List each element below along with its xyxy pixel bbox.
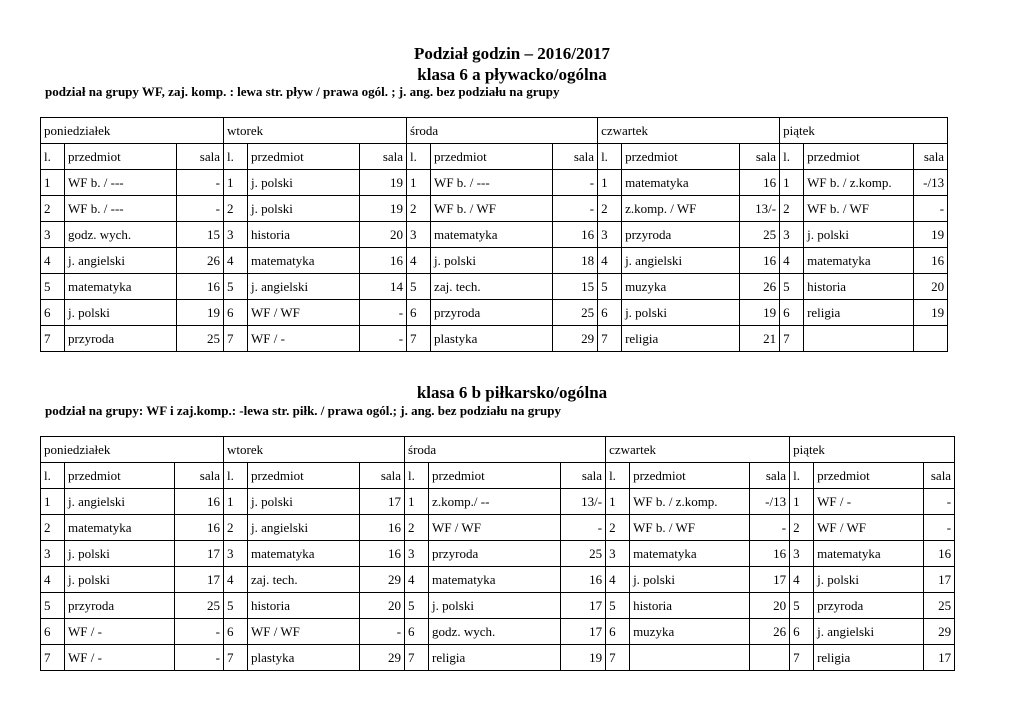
lesson-number: 1 <box>606 489 630 515</box>
room-header: sala <box>553 144 598 170</box>
lesson-number: 5 <box>598 274 622 300</box>
lesson-number: 1 <box>224 170 248 196</box>
room-cell: 16 <box>750 541 790 567</box>
day-header: piątek <box>780 118 948 144</box>
room-cell: - <box>914 196 948 222</box>
subject-cell: historia <box>248 593 360 619</box>
lesson-number: 3 <box>224 541 248 567</box>
subject-cell: WF b. / --- <box>431 170 553 196</box>
lesson-number-header: l. <box>224 144 248 170</box>
room-cell: 16 <box>177 274 224 300</box>
lesson-number: 1 <box>405 489 429 515</box>
lesson-number: 4 <box>780 248 804 274</box>
subject-cell <box>630 645 750 671</box>
lesson-number: 7 <box>224 645 248 671</box>
lesson-number: 7 <box>405 645 429 671</box>
subject-cell: WF b. / --- <box>65 196 177 222</box>
lesson-row <box>41 170 948 196</box>
day-header-row <box>41 118 948 144</box>
lesson-number: 7 <box>41 645 65 671</box>
lesson-number: 5 <box>224 274 248 300</box>
room-cell: 17 <box>175 567 224 593</box>
lesson-number: 2 <box>790 515 814 541</box>
subject-cell: plastyka <box>431 326 553 352</box>
subject-cell: j. polski <box>248 170 360 196</box>
subject-header: przedmiot <box>431 144 553 170</box>
room-cell: 16 <box>924 541 955 567</box>
room-cell: 25 <box>740 222 780 248</box>
lesson-number: 2 <box>224 515 248 541</box>
room-cell: 26 <box>177 248 224 274</box>
lesson-number: 3 <box>41 541 65 567</box>
lesson-number: 3 <box>598 222 622 248</box>
day-header: środa <box>407 118 598 144</box>
subject-cell: j. polski <box>65 300 177 326</box>
subject-cell: j. polski <box>248 489 360 515</box>
subject-cell: religia <box>804 300 914 326</box>
subject-cell: historia <box>804 274 914 300</box>
lesson-number: 1 <box>407 170 431 196</box>
room-cell: 13/- <box>740 196 780 222</box>
class-6a-title: klasa 6 a pływacko/ogólna <box>417 65 607 84</box>
room-cell: 17 <box>175 541 224 567</box>
lesson-number-header: l. <box>224 463 248 489</box>
room-cell: - <box>553 196 598 222</box>
subject-cell: plastyka <box>248 645 360 671</box>
subject-cell: muzyka <box>630 619 750 645</box>
subject-cell: j. angielski <box>248 274 360 300</box>
day-header: środa <box>405 437 606 463</box>
subject-header: przedmiot <box>814 463 924 489</box>
room-cell: 19 <box>740 300 780 326</box>
subject-cell: j. polski <box>630 567 750 593</box>
subject-cell: matematyka <box>248 541 360 567</box>
room-cell: - <box>924 515 955 541</box>
lesson-number-header: l. <box>780 144 804 170</box>
room-cell: 25 <box>561 541 606 567</box>
room-header: sala <box>561 463 606 489</box>
subject-cell <box>804 326 914 352</box>
subject-header: przedmiot <box>248 144 360 170</box>
subject-cell: muzyka <box>622 274 740 300</box>
lesson-number: 3 <box>780 222 804 248</box>
room-cell: 20 <box>750 593 790 619</box>
lesson-number: 5 <box>407 274 431 300</box>
lesson-number: 5 <box>405 593 429 619</box>
lesson-number-header: l. <box>790 463 814 489</box>
room-cell: 26 <box>740 274 780 300</box>
lesson-number: 6 <box>780 300 804 326</box>
subject-cell: j. angielski <box>65 248 177 274</box>
room-cell: 16 <box>553 222 598 248</box>
timetable-6a <box>40 117 948 352</box>
room-cell: 25 <box>177 326 224 352</box>
lesson-number: 6 <box>606 619 630 645</box>
lesson-number: 3 <box>407 222 431 248</box>
room-cell: 20 <box>914 274 948 300</box>
lesson-number: 5 <box>790 593 814 619</box>
lesson-number: 4 <box>790 567 814 593</box>
subject-cell: j. polski <box>429 593 561 619</box>
lesson-number: 6 <box>407 300 431 326</box>
lesson-row <box>41 222 948 248</box>
room-cell <box>750 645 790 671</box>
room-cell: 19 <box>914 222 948 248</box>
subject-cell: matematyka <box>622 170 740 196</box>
lesson-number: 2 <box>405 515 429 541</box>
room-cell: - <box>553 170 598 196</box>
room-cell: 25 <box>175 593 224 619</box>
room-cell: - <box>177 196 224 222</box>
lesson-number: 6 <box>41 619 65 645</box>
class-6b-note: podział na grupy: WF i zaj.komp.: -lewa str. piłk. / prawa ogól.; j. ang. bez podziału na grupy <box>45 403 561 418</box>
subject-cell: WF b. / WF <box>431 196 553 222</box>
lesson-number: 3 <box>405 541 429 567</box>
lesson-number: 7 <box>790 645 814 671</box>
subject-cell: WF b. / WF <box>630 515 750 541</box>
lesson-row <box>41 300 948 326</box>
lesson-number: 4 <box>598 248 622 274</box>
lesson-number-header: l. <box>41 463 65 489</box>
subject-cell: przyroda <box>814 593 924 619</box>
lesson-row <box>41 515 955 541</box>
day-header: poniedziałek <box>41 437 224 463</box>
room-cell: 16 <box>561 567 606 593</box>
lesson-number: 2 <box>224 196 248 222</box>
room-cell: 21 <box>740 326 780 352</box>
room-cell: - <box>175 645 224 671</box>
subject-cell: j. polski <box>65 567 175 593</box>
day-header-row <box>41 437 955 463</box>
lesson-number: 4 <box>407 248 431 274</box>
lesson-row <box>41 645 955 671</box>
room-cell: 17 <box>360 489 405 515</box>
room-cell: 16 <box>740 170 780 196</box>
lesson-number: 4 <box>224 248 248 274</box>
room-cell: 17 <box>924 567 955 593</box>
timetable-6b <box>40 436 955 671</box>
subject-cell: przyroda <box>429 541 561 567</box>
room-cell: 25 <box>924 593 955 619</box>
lesson-number: 6 <box>790 619 814 645</box>
subject-cell: WF b. / z.komp. <box>804 170 914 196</box>
lesson-number: 2 <box>41 196 65 222</box>
room-cell: 19 <box>360 170 407 196</box>
room-cell: 15 <box>553 274 598 300</box>
subject-header: przedmiot <box>804 144 914 170</box>
lesson-number: 1 <box>41 170 65 196</box>
room-cell: 25 <box>553 300 598 326</box>
room-header: sala <box>924 463 955 489</box>
room-cell: - <box>360 326 407 352</box>
room-cell: 16 <box>175 489 224 515</box>
lesson-number: 4 <box>41 567 65 593</box>
lesson-number: 5 <box>780 274 804 300</box>
lesson-row <box>41 326 948 352</box>
subject-cell: j. polski <box>814 567 924 593</box>
room-cell: 29 <box>553 326 598 352</box>
lesson-number: 1 <box>598 170 622 196</box>
room-cell: - <box>924 489 955 515</box>
room-cell: 19 <box>914 300 948 326</box>
subject-cell: WF b. / WF <box>804 196 914 222</box>
lesson-number: 4 <box>41 248 65 274</box>
subject-cell: WF / - <box>814 489 924 515</box>
room-header: sala <box>750 463 790 489</box>
subject-cell: z.komp. / WF <box>622 196 740 222</box>
day-header: czwartek <box>606 437 790 463</box>
lesson-row <box>41 593 955 619</box>
subject-cell: zaj. tech. <box>431 274 553 300</box>
class-6a-note: podział na grupy WF, zaj. komp. : lewa str. pływ / prawa ogól. ; j. ang. bez podziału na grupy <box>45 84 560 99</box>
subject-cell: z.komp./ -- <box>429 489 561 515</box>
room-header: sala <box>177 144 224 170</box>
lesson-number-header: l. <box>606 463 630 489</box>
room-cell: 19 <box>177 300 224 326</box>
lesson-number: 7 <box>780 326 804 352</box>
lesson-number: 7 <box>598 326 622 352</box>
subject-cell: matematyka <box>630 541 750 567</box>
room-cell: 16 <box>360 248 407 274</box>
lesson-number: 6 <box>405 619 429 645</box>
lesson-number: 2 <box>606 515 630 541</box>
lesson-number: 5 <box>41 593 65 619</box>
room-cell: 20 <box>360 593 405 619</box>
room-cell: 16 <box>175 515 224 541</box>
subject-cell: WF / - <box>65 619 175 645</box>
room-cell: 16 <box>360 541 405 567</box>
lesson-number: 6 <box>224 619 248 645</box>
subject-cell: religia <box>814 645 924 671</box>
room-cell: 13/- <box>561 489 606 515</box>
room-cell: 29 <box>360 645 405 671</box>
room-header: sala <box>914 144 948 170</box>
lesson-number: 2 <box>41 515 65 541</box>
room-cell: 16 <box>740 248 780 274</box>
lesson-number: 1 <box>41 489 65 515</box>
day-header: poniedziałek <box>41 118 224 144</box>
page-title: Podział godzin – 2016/2017 <box>414 44 610 63</box>
room-cell: 16 <box>360 515 405 541</box>
subject-cell: j. angielski <box>248 515 360 541</box>
subject-cell: j. angielski <box>814 619 924 645</box>
lesson-row <box>41 567 955 593</box>
room-cell: 26 <box>750 619 790 645</box>
room-cell: -/13 <box>914 170 948 196</box>
subject-cell: WF / WF <box>248 619 360 645</box>
subject-header: przedmiot <box>622 144 740 170</box>
lesson-number: 1 <box>224 489 248 515</box>
subject-cell: matematyka <box>431 222 553 248</box>
day-header: czwartek <box>598 118 780 144</box>
lesson-number: 3 <box>41 222 65 248</box>
subject-cell: historia <box>630 593 750 619</box>
room-cell: - <box>175 619 224 645</box>
room-cell: 17 <box>924 645 955 671</box>
lesson-number: 2 <box>598 196 622 222</box>
lesson-number: 7 <box>41 326 65 352</box>
lesson-number-header: l. <box>407 144 431 170</box>
subject-header: przedmiot <box>429 463 561 489</box>
room-cell: 14 <box>360 274 407 300</box>
day-header: wtorek <box>224 437 405 463</box>
subject-cell: j. angielski <box>622 248 740 274</box>
subject-cell: przyroda <box>65 593 175 619</box>
lesson-row <box>41 248 948 274</box>
lesson-number: 4 <box>224 567 248 593</box>
room-cell: 19 <box>360 196 407 222</box>
room-cell: 29 <box>924 619 955 645</box>
room-cell: 17 <box>561 619 606 645</box>
lesson-row <box>41 489 955 515</box>
subject-cell: matematyka <box>429 567 561 593</box>
room-cell: - <box>561 515 606 541</box>
day-header: wtorek <box>224 118 407 144</box>
subject-cell: religia <box>622 326 740 352</box>
room-cell <box>914 326 948 352</box>
room-cell: - <box>360 619 405 645</box>
subject-cell: j. polski <box>248 196 360 222</box>
lesson-row <box>41 274 948 300</box>
room-cell: - <box>360 300 407 326</box>
room-cell: 19 <box>561 645 606 671</box>
lesson-row <box>41 196 948 222</box>
subject-cell: j. angielski <box>65 489 175 515</box>
subject-cell: WF / WF <box>814 515 924 541</box>
lesson-number: 6 <box>598 300 622 326</box>
subject-header: przedmiot <box>65 463 175 489</box>
room-cell: 20 <box>360 222 407 248</box>
column-header-row <box>41 144 948 170</box>
room-header: sala <box>360 144 407 170</box>
room-cell: 29 <box>360 567 405 593</box>
subject-cell: j. polski <box>622 300 740 326</box>
room-cell: 15 <box>177 222 224 248</box>
lesson-number: 3 <box>224 222 248 248</box>
lesson-number: 2 <box>780 196 804 222</box>
lesson-number: 6 <box>41 300 65 326</box>
lesson-number: 5 <box>606 593 630 619</box>
subject-cell: WF b. / z.komp. <box>630 489 750 515</box>
room-cell: - <box>750 515 790 541</box>
subject-cell: godz. wych. <box>429 619 561 645</box>
lesson-number: 7 <box>224 326 248 352</box>
room-header: sala <box>175 463 224 489</box>
room-header: sala <box>360 463 405 489</box>
subject-cell: przyroda <box>65 326 177 352</box>
subject-cell: WF / - <box>248 326 360 352</box>
lesson-number: 3 <box>606 541 630 567</box>
lesson-number: 4 <box>405 567 429 593</box>
subject-cell: matematyka <box>814 541 924 567</box>
subject-cell: historia <box>248 222 360 248</box>
subject-cell: zaj. tech. <box>248 567 360 593</box>
lesson-row <box>41 619 955 645</box>
subject-cell: WF / - <box>65 645 175 671</box>
lesson-number: 3 <box>790 541 814 567</box>
subject-cell: godz. wych. <box>65 222 177 248</box>
room-cell: 17 <box>561 593 606 619</box>
lesson-number-header: l. <box>405 463 429 489</box>
lesson-number: 5 <box>224 593 248 619</box>
day-header: piątek <box>790 437 955 463</box>
subject-cell: matematyka <box>804 248 914 274</box>
lesson-number: 1 <box>790 489 814 515</box>
subject-cell: WF / WF <box>248 300 360 326</box>
subject-cell: matematyka <box>65 274 177 300</box>
subject-cell: przyroda <box>622 222 740 248</box>
room-cell: -/13 <box>750 489 790 515</box>
lesson-number: 5 <box>41 274 65 300</box>
room-cell: 18 <box>553 248 598 274</box>
subject-cell: religia <box>429 645 561 671</box>
lesson-number: 7 <box>407 326 431 352</box>
lesson-number-header: l. <box>598 144 622 170</box>
subject-cell: j. polski <box>431 248 553 274</box>
column-header-row <box>41 463 955 489</box>
subject-cell: j. polski <box>65 541 175 567</box>
lesson-number: 1 <box>780 170 804 196</box>
room-header: sala <box>740 144 780 170</box>
subject-cell: WF / WF <box>429 515 561 541</box>
lesson-number: 2 <box>407 196 431 222</box>
subject-header: przedmiot <box>630 463 750 489</box>
subject-cell: j. polski <box>804 222 914 248</box>
lesson-row <box>41 541 955 567</box>
subject-cell: WF b. / --- <box>65 170 177 196</box>
room-cell: - <box>177 170 224 196</box>
subject-header: przedmiot <box>65 144 177 170</box>
lesson-number-header: l. <box>41 144 65 170</box>
lesson-number: 6 <box>224 300 248 326</box>
subject-header: przedmiot <box>248 463 360 489</box>
lesson-number: 4 <box>606 567 630 593</box>
room-cell: 16 <box>914 248 948 274</box>
room-cell: 17 <box>750 567 790 593</box>
subject-cell: matematyka <box>248 248 360 274</box>
lesson-number: 7 <box>606 645 630 671</box>
subject-cell: matematyka <box>65 515 175 541</box>
subject-cell: przyroda <box>431 300 553 326</box>
class-6b-title: klasa 6 b piłkarsko/ogólna <box>416 383 608 402</box>
